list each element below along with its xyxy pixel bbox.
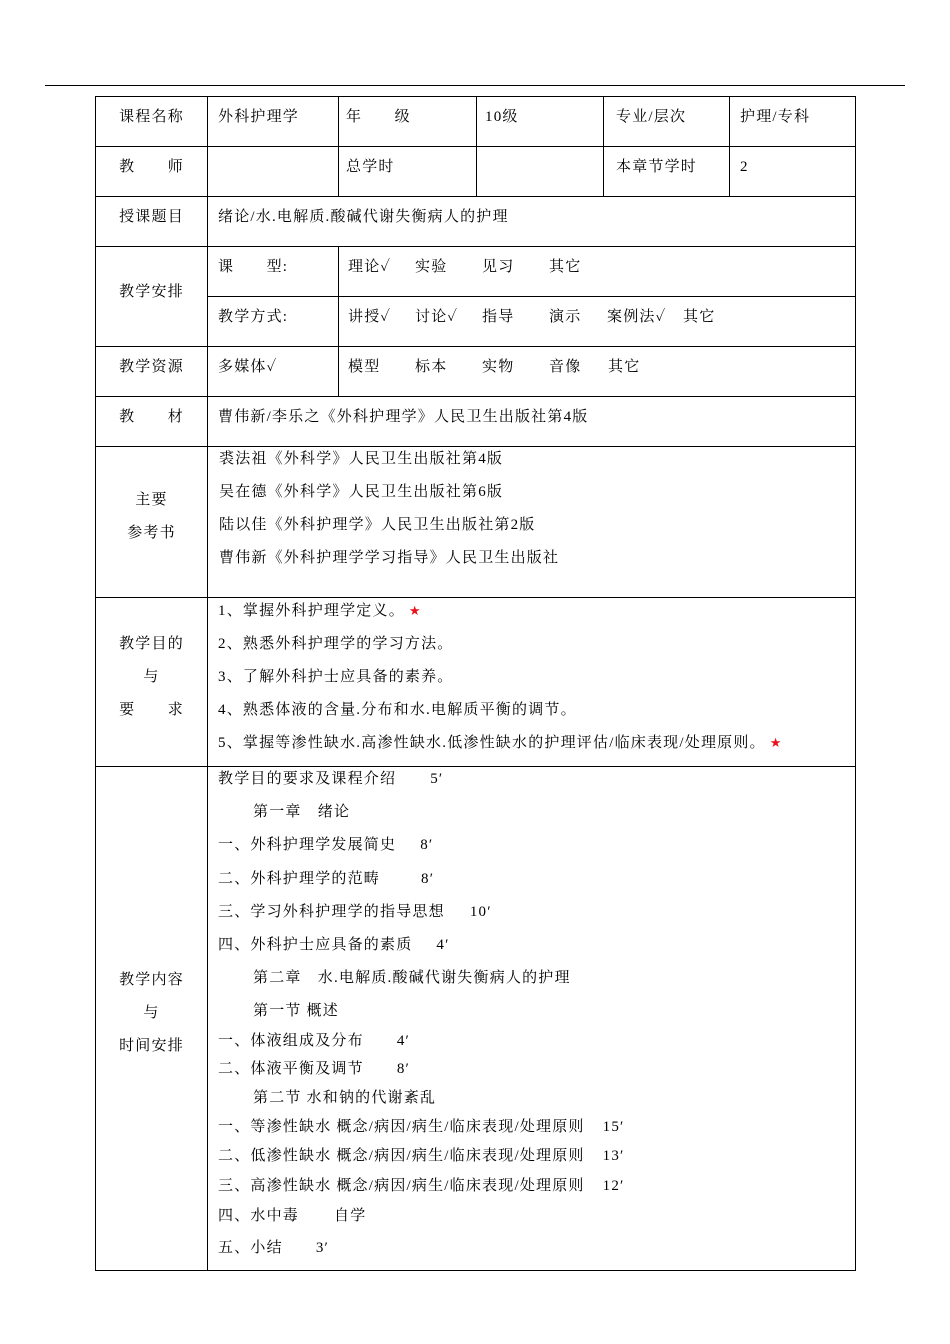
content-text: 教学目的要求及课程介绍	[218, 771, 397, 787]
content-label	[96, 767, 208, 1271]
teaching-method-option: 演示	[549, 309, 582, 325]
chapter-hours-value: 2	[730, 147, 856, 197]
content-time: 5′	[430, 771, 444, 787]
reference-item: 陆以佳《外科护理学》人民卫生出版社第2版	[219, 517, 536, 533]
resource-option: 模型	[348, 359, 381, 375]
objective-text: 5、掌握等渗性缺水.高渗性缺水.低渗性缺水的护理评估/临床表现/处理原则。	[218, 735, 766, 751]
objectives-row	[96, 598, 856, 767]
teaching-method-option: 指导	[482, 309, 515, 325]
chapter-heading	[253, 968, 571, 988]
objectives-label-line: 教学目的	[119, 635, 184, 652]
grade-label: 年 级	[339, 97, 477, 147]
content-time: 8′	[396, 1061, 410, 1077]
resource-option: 实物	[482, 359, 515, 375]
objective-item	[218, 700, 855, 720]
content-time: 10′	[469, 904, 492, 920]
objective-text: 4、熟悉体液的含量.分布和水.电解质平衡的调节。	[218, 702, 577, 718]
course-type-row	[96, 247, 856, 297]
content-line	[218, 1176, 625, 1196]
references-label-line: 参考书	[127, 525, 176, 541]
objective-item	[218, 733, 855, 753]
content-text: 三、高渗性缺水 概念/病因/病生/临床表现/处理原则	[218, 1178, 585, 1194]
content-text: 一、等渗性缺水 概念/病因/病生/临床表现/处理原则	[218, 1119, 585, 1135]
content-text: 三、学习外科护理学的指导思想	[218, 904, 445, 920]
objective-item	[218, 601, 855, 621]
major-level-value: 护理/专科	[730, 97, 856, 147]
content-text: 第二章 水.电解质.酸碱代谢失衡病人的护理	[253, 970, 571, 986]
teaching-plan-table	[95, 96, 856, 1271]
grade-value: 10级	[477, 97, 604, 147]
resource-option: 其它	[608, 359, 641, 375]
course-info-row	[96, 97, 856, 147]
content-time: 自学	[334, 1208, 367, 1224]
teaching-method-option: 案例法✓	[607, 309, 667, 325]
topic-value: 绪论/水.电解质.酸碱代谢失衡病人的护理	[208, 197, 856, 247]
content-time: 3′	[315, 1240, 329, 1256]
content-time: 8′	[420, 837, 434, 853]
teacher-label: 教 师	[96, 147, 208, 197]
objective-item	[218, 667, 855, 687]
textbook-row	[96, 397, 856, 447]
course-type-option: 其它	[549, 259, 582, 275]
content-line	[218, 935, 450, 955]
textbook-value: 曹伟新/李乐之《外科护理学》人民卫生出版社第4版	[208, 397, 856, 447]
teaching-method-options	[339, 297, 856, 347]
teaching-method-option: 其它	[683, 309, 716, 325]
chapter-heading	[253, 802, 350, 822]
content-line	[218, 869, 434, 889]
course-type-label: 课 型:	[208, 247, 339, 297]
content-line	[218, 1117, 625, 1137]
content-line	[218, 1031, 410, 1051]
reference-item: 裘法祖《外科学》人民卫生出版社第4版	[219, 451, 504, 467]
teaching-method-row	[96, 297, 856, 347]
resources-row	[96, 347, 856, 397]
references-label-line: 主要	[135, 492, 168, 508]
course-name-value: 外科护理学	[208, 97, 339, 147]
topic-row	[96, 197, 856, 247]
section-heading	[253, 1001, 339, 1021]
content-text: 第一章 绪论	[253, 804, 351, 820]
content-time: 4′	[436, 937, 450, 953]
references-label	[96, 447, 208, 598]
total-hours-label: 总学时	[339, 147, 477, 197]
content-row	[96, 767, 856, 1271]
teacher-value	[208, 147, 339, 197]
topic-label: 授课题目	[96, 197, 208, 247]
objective-text: 1、掌握外科护理学定义。	[218, 603, 405, 619]
objective-text: 2、熟悉外科护理学的学习方法。	[218, 636, 454, 652]
objectives-list	[208, 598, 856, 767]
content-time: 15′	[602, 1119, 625, 1135]
objectives-label-line: 与	[143, 668, 160, 685]
content-text: 一、体液组成及分布	[218, 1033, 364, 1049]
section-heading	[253, 1088, 436, 1108]
content-line	[218, 835, 433, 855]
chapter-hours-label: 本章节学时	[604, 147, 730, 197]
teaching-method-option: 讲授✓	[348, 309, 392, 325]
red-star-icon: ★	[769, 736, 782, 751]
references-list	[208, 447, 856, 598]
content-text: 二、低渗性缺水 概念/病因/病生/临床表现/处理原则	[218, 1148, 585, 1164]
red-star-icon: ★	[408, 604, 421, 619]
major-level-label: 专业/层次	[604, 97, 730, 147]
resource-option: 标本	[415, 359, 448, 375]
content-time: 13′	[602, 1148, 625, 1164]
reference-item: 吴在德《外科学》人民卫生出版社第6版	[219, 484, 504, 500]
total-hours-value	[477, 147, 604, 197]
content-text: 第一节 概述	[253, 1003, 339, 1019]
course-type-options	[339, 247, 856, 297]
content-text: 一、外科护理学发展简史	[218, 837, 397, 853]
teaching-method-option: 讨论✓	[415, 309, 459, 325]
content-time: 8′	[421, 871, 435, 887]
content-text: 二、体液平衡及调节	[218, 1061, 364, 1077]
textbook-label: 教 材	[96, 397, 208, 447]
content-time: 4′	[396, 1033, 410, 1049]
objective-item	[218, 634, 855, 654]
content-text: 二、外科护理学的范畴	[218, 871, 381, 887]
content-line	[218, 902, 492, 922]
content-text: 五、小结	[218, 1240, 283, 1256]
objective-text: 3、了解外科护士应具备的素养。	[218, 669, 454, 685]
content-text: 四、水中毒	[218, 1208, 300, 1224]
content-line	[218, 1059, 410, 1079]
arrangement-label: 教学安排	[96, 247, 208, 347]
content-text: 第二节 水和钠的代谢紊乱	[253, 1090, 437, 1106]
content-text: 四、外科护士应具备的素质	[218, 937, 413, 953]
teacher-row	[96, 147, 856, 197]
multimedia-option: 多媒体✓	[208, 347, 339, 397]
content-time: 12′	[602, 1178, 625, 1194]
objectives-label-line: 要 求	[119, 701, 184, 718]
course-type-option: 理论✓	[348, 259, 392, 275]
resources-options	[339, 347, 856, 397]
content-line	[218, 1238, 329, 1258]
objectives-label	[96, 598, 208, 767]
course-type-option: 实验	[415, 259, 448, 275]
content-label-line: 时间安排	[119, 1038, 184, 1054]
content-schedule	[208, 767, 856, 1271]
content-line	[218, 769, 443, 789]
references-row	[96, 447, 856, 598]
teaching-method-label: 教学方式:	[208, 297, 339, 347]
course-name-label: 课程名称	[96, 97, 208, 147]
reference-item: 曹伟新《外科护理学学习指导》人民卫生出版社	[219, 550, 560, 566]
header-rule	[45, 85, 905, 86]
resources-label: 教学资源	[96, 347, 208, 397]
content-line	[218, 1206, 366, 1226]
content-line	[218, 1146, 625, 1166]
content-label-line: 与	[143, 1005, 160, 1021]
course-type-option: 见习	[482, 259, 515, 275]
resource-option: 音像	[549, 359, 582, 375]
content-label-line: 教学内容	[119, 972, 184, 988]
